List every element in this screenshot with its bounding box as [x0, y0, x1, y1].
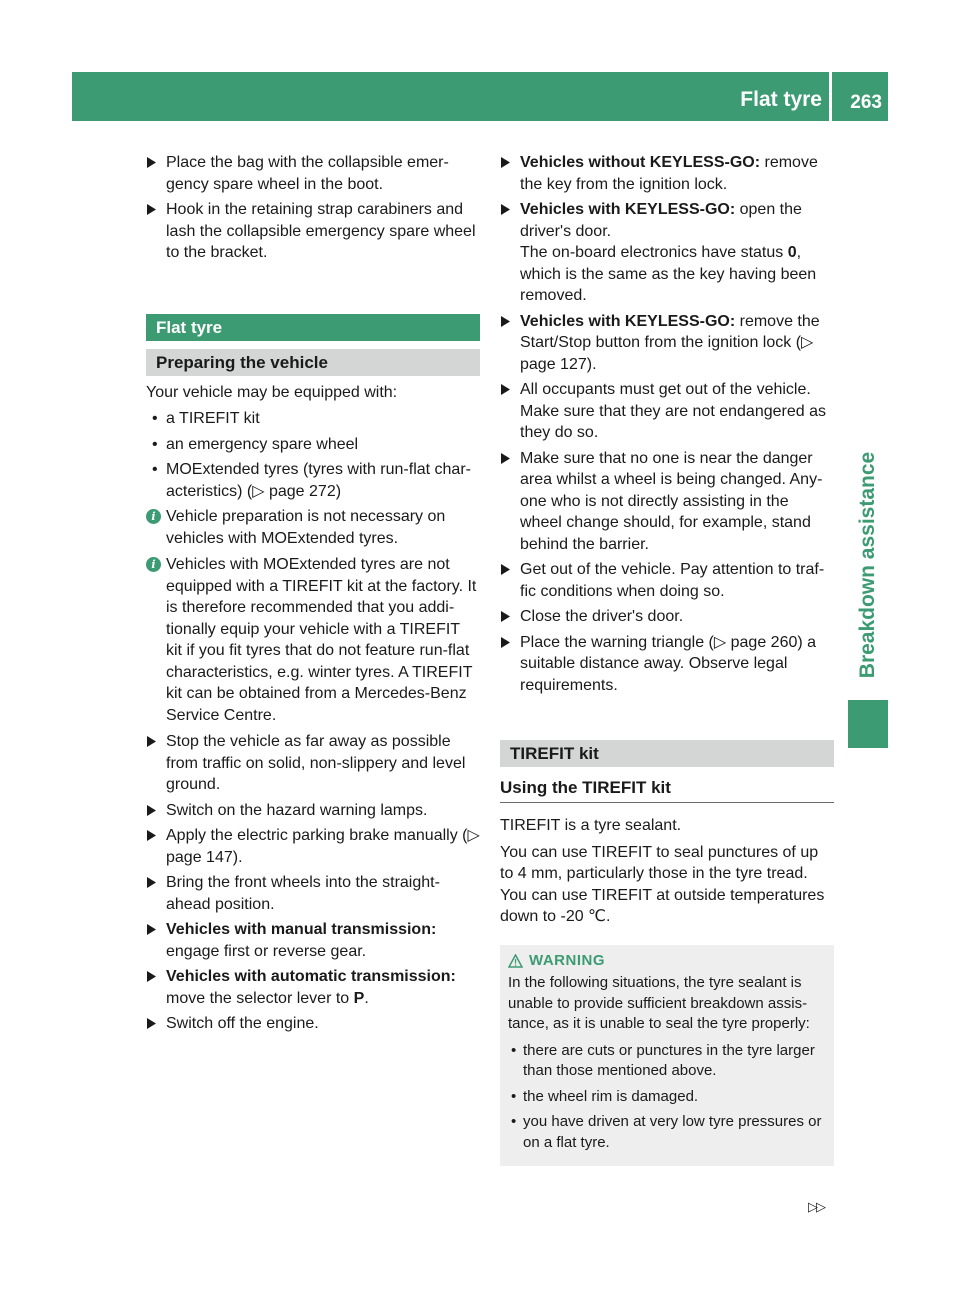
section-title: TIREFIT kit: [500, 740, 834, 767]
arrow-icon: [501, 204, 510, 215]
list-item: • an emergency spare wheel: [146, 434, 480, 456]
list-item: • MOExtended tyres (tyres with run-flat char-acteristics) (▷ page 272): [152, 461, 471, 500]
arrow-icon: [501, 564, 510, 575]
arrow-icon: [501, 453, 510, 464]
list-item: • the wheel rim is damaged.: [508, 1087, 826, 1108]
arrow-icon: [147, 204, 156, 215]
step-item: Vehicles with automatic transmission: move the selector lever to P.: [146, 966, 480, 1009]
paragraph: TIREFIT is a tyre sealant.: [500, 817, 682, 834]
step-item: Vehicles with manual transmission: engage first or reverse gear.: [146, 919, 480, 962]
left-column: [146, 152, 480, 1039]
info-icon: i: [146, 557, 161, 572]
subsection-title: Preparing the vehicle: [146, 349, 480, 376]
arrow-icon: [501, 637, 510, 648]
step-item: Vehicles without KEYLESS-GO: remove the key from the ignition lock.: [500, 152, 834, 195]
arrow-icon: [501, 611, 510, 622]
arrow-icon: [501, 157, 510, 168]
arrow-icon: [147, 157, 156, 168]
arrow-icon: [147, 1018, 156, 1029]
side-tab: [848, 400, 888, 730]
arrow-icon: [147, 805, 156, 816]
bullet-icon: •: [152, 410, 158, 427]
equipped-intro: Your vehicle may be equipped with:: [146, 383, 398, 401]
subsection-title: Using the TIREFIT kit: [500, 777, 834, 803]
list-item: • there are cuts or punctures in the tyre larger than those mentioned above.: [511, 1041, 815, 1079]
bullet-icon: •: [152, 435, 158, 453]
bullet-icon: •: [511, 1041, 517, 1059]
step-item: Place the warning triangle (▷ page 260) a suitable distance away. Observe legal requirements.: [500, 632, 834, 697]
section-title: Flat tyre: [146, 314, 480, 341]
step-item: Switch on the hazard warning lamps.: [146, 800, 480, 822]
list-item: • you have driven at very low tyre pressures or on a flat tyre.: [511, 1113, 822, 1151]
step-item: Bring the front wheels into the straight-ahead position.: [146, 872, 480, 915]
right-column: [500, 152, 834, 1166]
continue-marker: ▷▷: [808, 1199, 824, 1214]
warning-icon: [508, 954, 523, 968]
step-item: Vehicles with KEYLESS-GO: remove the Start/Stop button from the ignition lock (▷ page 127).: [500, 311, 834, 376]
page-number: 263: [850, 92, 882, 113]
arrow-icon: [147, 877, 156, 888]
step-item: Vehicles with KEYLESS-GO: open the driver's door. The on-board electronics have status 0, which is the same as the key having been removed.: [500, 199, 834, 307]
step-item: Hook in the retaining strap carabiners and lash the collapsible emergency spare wheel to the bracket.: [146, 199, 480, 264]
page-header: [72, 72, 888, 121]
step-item: All occupants must get out of the vehicle. Make sure that they are not endangered as they do so.: [500, 379, 834, 444]
warning-header: WARNING: [508, 951, 826, 972]
arrow-icon: [501, 384, 510, 395]
paragraph: You can use TIREFIT to seal punctures of up to 4 mm, particularly those in the tyre tread. You can use TIREFIT at outside temperatures down to -20 ℃.: [500, 843, 825, 925]
side-tab-label: Breakdown assistance: [856, 451, 879, 679]
bullet-icon: •: [152, 461, 158, 478]
info-note: i Vehicle preparation is not necessary on vehicles with MOExtended tyres.: [146, 506, 480, 549]
arrow-icon: [147, 924, 156, 935]
arrow-icon: [147, 971, 156, 982]
step-item: Apply the electric parking brake manually (▷ page 147).: [146, 825, 480, 868]
info-icon: i: [146, 509, 161, 524]
list-item: • a TIREFIT kit: [146, 408, 480, 430]
header-divider: [829, 72, 832, 121]
warning-text: In the following situations, the tyre sealant is unable to provide sufficient breakdown assis-tance, as it is unable to seal the tyre properly:: [508, 974, 810, 1032]
bullet-icon: •: [511, 1113, 517, 1130]
arrow-icon: [147, 830, 156, 841]
step-item: Get out of the vehicle. Pay attention to traf-fic conditions when doing so.: [500, 559, 834, 602]
step-item: Close the driver's door.: [500, 606, 834, 628]
side-tab-marker: [848, 700, 888, 748]
header-title: Flat tyre: [740, 88, 822, 111]
arrow-icon: [147, 736, 156, 747]
step-item: Make sure that no one is near the danger area whilst a wheel is being changed. Any-one who is not directly assisting in the wheel change should, for example, stand behind the barrier.: [500, 448, 834, 556]
step-item: Stop the vehicle as far away as possible from traffic on solid, non-slippery and level ground.: [146, 731, 480, 796]
info-note: i Vehicles with MOExtended tyres are not equipped with a TIREFIT kit at the factory. It is therefore recommended that you addi-tionally equip your vehicle with a TIREFIT kit if you fit tyres that do not feature run-flat characteristics, e.g. winter tyres. A TIREFIT kit can be obtained from a Mercedes-Benz Service Centre.: [146, 554, 480, 726]
step-item: Place the bag with the collapsible emer-gency spare wheel in the boot.: [146, 152, 480, 195]
warning-box: [500, 945, 834, 1167]
step-item: Switch off the engine.: [146, 1013, 480, 1035]
arrow-icon: [501, 316, 510, 327]
bullet-icon: •: [511, 1087, 517, 1105]
